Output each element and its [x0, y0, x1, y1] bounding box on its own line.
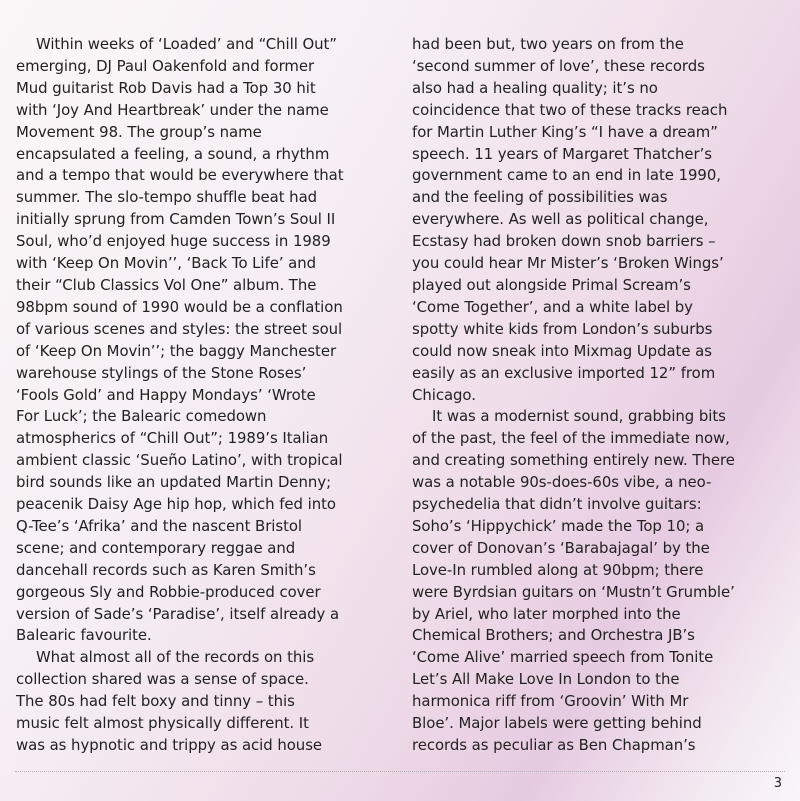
- text-line: spotty white kids from London’s suburbs: [412, 319, 713, 338]
- text-line: were Byrdsian guitars on ‘Mustn’t Grumble’: [412, 582, 735, 601]
- text-line: their “Club Classics Vol One” album. The: [16, 275, 317, 294]
- text-line: encapsulated a feeling, a sound, a rhythm: [16, 144, 330, 163]
- text-line: scene; and contemporary reggae and: [16, 538, 296, 557]
- paragraph: [412, 34, 774, 406]
- text-line: Q-Tee’s ‘Afrika’ and the nascent Bristol: [16, 516, 303, 535]
- text-line: It was a modernist sound, grabbing bits: [432, 407, 726, 426]
- text-line: of the past, the feel of the immediate now,: [412, 429, 730, 448]
- text-line: Let’s All Make Love In London to the: [412, 670, 680, 689]
- text-line: with ‘Keep On Movin’’, ‘Back To Life’ and: [16, 254, 317, 273]
- text-line: Ecstasy had broken down snob barriers –: [412, 232, 716, 251]
- text-line: gorgeous Sly and Robbie-produced cover: [16, 582, 321, 601]
- text-line: 98bpm sound of 1990 would be a conflation: [16, 297, 343, 316]
- paragraph: [16, 34, 364, 647]
- text-line: peacenik Daisy Age hip hop, which fed into: [16, 495, 336, 514]
- text-line: ‘Come Alive’ married speech from Tonite: [412, 648, 714, 667]
- text-line: of various scenes and styles: the street soul: [16, 319, 343, 338]
- text-line: government came to an end in late 1990,: [412, 166, 721, 185]
- text-line: What almost all of the records on this: [36, 648, 315, 667]
- text-line: Soul, who’d enjoyed huge success in 1989: [16, 232, 331, 251]
- text-line: For Luck’; the Balearic comedown: [16, 407, 267, 426]
- text-line: by Ariel, who later morphed into the: [412, 604, 681, 623]
- right-text-column: [412, 34, 774, 757]
- left-text-column: [16, 34, 364, 757]
- text-line: harmonica riff from ‘Groovin’ With Mr: [412, 692, 689, 711]
- text-line: and creating something entirely new. There: [412, 451, 735, 470]
- text-line: initially sprung from Camden Town’s Soul II: [16, 210, 336, 229]
- text-line: ‘second summer of love’, these records: [412, 56, 705, 75]
- text-line: speech. 11 years of Margaret Thatcher’s: [412, 144, 712, 163]
- text-line: cover of Donovan’s ‘Barabajagal’ by the: [412, 538, 710, 557]
- text-line: was a notable 90s-does-60s vibe, a neo-: [412, 473, 712, 492]
- footer-divider: [15, 771, 785, 772]
- text-line: everywhere. As well as political change,: [412, 210, 709, 229]
- text-line: psychedelia that didn’t involve guitars:: [412, 495, 702, 514]
- page-number: 3: [773, 776, 782, 791]
- text-line: for Martin Luther King’s “I have a dream”: [412, 122, 718, 141]
- text-line: you could hear Mr Mister’s ‘Broken Wings’: [412, 254, 724, 273]
- text-line: Soho’s ‘Hippychick’ made the Top 10; a: [412, 516, 705, 535]
- text-line: ambient classic ‘Sueño Latino’, with tropical: [16, 451, 343, 470]
- text-line: ‘Fools Gold’ and Happy Mondays’ ‘Wrote: [16, 385, 316, 404]
- text-line: Bloe’. Major labels were getting behind: [412, 714, 702, 733]
- text-line: Mud guitarist Rob Davis had a Top 30 hit: [16, 78, 316, 97]
- text-line: Movement 98. The group’s name: [16, 122, 262, 141]
- text-line: Chemical Brothers; and Orchestra JB’s: [412, 626, 695, 645]
- text-line: and a tempo that would be everywhere that: [16, 166, 344, 185]
- text-line: The 80s had felt boxy and tinny – this: [16, 692, 295, 711]
- text-line: warehouse stylings of the Stone Roses’: [16, 363, 307, 382]
- paragraph: [16, 647, 364, 757]
- text-line: of ‘Keep On Movin’’; the baggy Manchester: [16, 341, 337, 360]
- text-line: also had a healing quality; it’s no: [412, 78, 658, 97]
- text-line: with ‘Joy And Heartbreak’ under the name: [16, 100, 329, 119]
- paragraph: [412, 406, 774, 757]
- text-line: was as hypnotic and trippy as acid house: [16, 736, 323, 754]
- text-line: could now sneak into Mixmag Update as: [412, 341, 712, 360]
- text-line: records as peculiar as Ben Chapman’s: [412, 736, 696, 754]
- text-line: emerging, DJ Paul Oakenfold and former: [16, 56, 315, 75]
- text-line: easily as an exclusive imported 12” from: [412, 363, 716, 382]
- text-line: collection shared was a sense of space.: [16, 670, 309, 689]
- text-line: Love-In rumbled along at 90bpm; there: [412, 560, 704, 579]
- text-line: had been but, two years on from the: [412, 35, 684, 53]
- text-line: music felt almost physically different. It: [16, 714, 309, 733]
- text-line: atmospherics of “Chill Out”; 1989’s Italian: [16, 429, 329, 448]
- text-line: summer. The slo-tempo shuffle beat had: [16, 188, 318, 207]
- text-line: bird sounds like an updated Martin Denny;: [16, 473, 332, 492]
- text-line: coincidence that two of these tracks reach: [412, 100, 728, 119]
- text-line: and the feeling of possibilities was: [412, 188, 668, 207]
- text-line: Within weeks of ‘Loaded’ and “Chill Out”: [36, 35, 337, 53]
- text-line: Chicago.: [412, 385, 476, 404]
- text-line: Balearic favourite.: [16, 626, 152, 645]
- text-line: version of Sade’s ‘Paradise’, itself already a: [16, 604, 340, 623]
- text-line: ‘Come Together’, and a white label by: [412, 297, 693, 316]
- text-line: played out alongside Primal Scream’s: [412, 275, 691, 294]
- text-line: dancehall records such as Karen Smith’s: [16, 560, 316, 579]
